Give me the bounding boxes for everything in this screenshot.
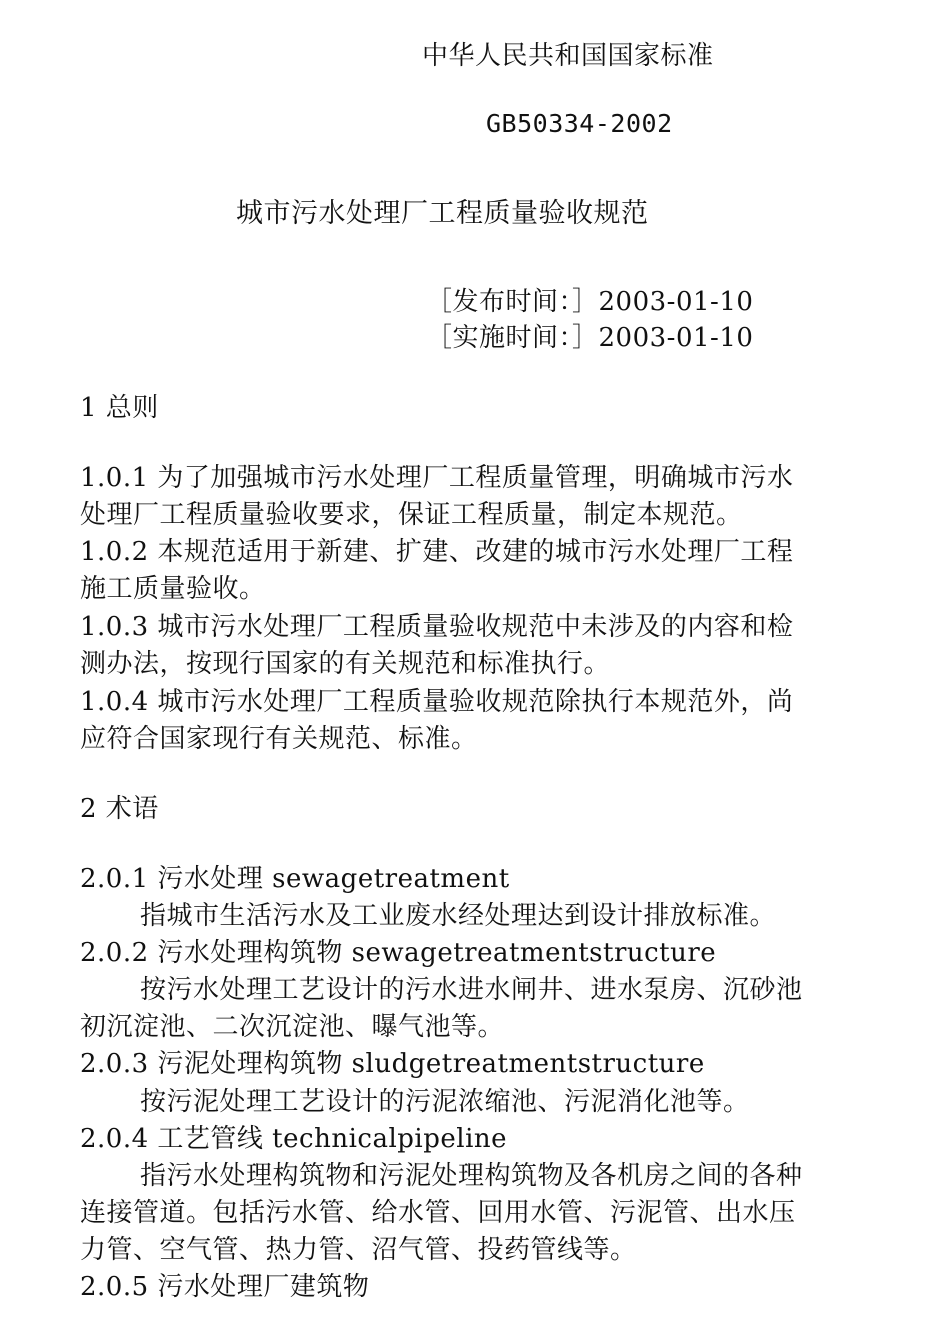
document-title: 城市污水处理厂工程质量验收规范 xyxy=(236,198,649,229)
term-line: 2.0.1 污水处理 sewagetreatment xyxy=(80,864,510,894)
term-definition: 按污泥处理工艺设计的污泥浓缩池、污泥消化池等。 xyxy=(140,1087,750,1117)
standard-code: GB50334-2002 xyxy=(486,109,673,138)
term-definition: 力管、空气管、热力管、沼气管、投药管线等。 xyxy=(80,1235,637,1265)
clause-line: 施工质量验收。 xyxy=(80,574,266,604)
clause-line: 处理厂工程质量验收要求，保证工程质量，制定本规范。 xyxy=(80,500,743,530)
effective-date: ［实施时间：］2003-01-10 xyxy=(426,323,754,353)
term-definition: 连接管道。包括污水管、给水管、回用水管、污泥管、出水压 xyxy=(80,1198,796,1228)
clause-line: 1.0.2 本规范适用于新建、扩建、改建的城市污水处理厂工程 xyxy=(80,537,794,567)
clause-line: 1.0.3 城市污水处理厂工程质量验收规范中未涉及的内容和检 xyxy=(80,612,794,642)
term-definition: 按污水处理工艺设计的污水进水闸井、进水泵房、沉砂池 xyxy=(140,975,803,1005)
section-heading-2: 2 术语 xyxy=(80,794,159,824)
clause-line: 1.0.1 为了加强城市污水处理厂工程质量管理，明确城市污水 xyxy=(80,463,794,493)
issue-date: ［发布时间：］2003-01-10 xyxy=(426,287,754,317)
term-definition: 指污水处理构筑物和污泥处理构筑物及各机房之间的各种 xyxy=(140,1161,803,1191)
term-definition: 初沉淀池、二次沉淀池、曝气池等。 xyxy=(80,1012,505,1042)
clause-line: 应符合国家现行有关规范、标准。 xyxy=(80,724,478,754)
term-definition: 指城市生活污水及工业废水经处理达到设计排放标准。 xyxy=(140,901,777,931)
term-line: 2.0.4 工艺管线 technicalpipeline xyxy=(80,1124,508,1154)
clause-line: 测办法，按现行国家的有关规范和标准执行。 xyxy=(80,649,611,679)
term-line: 2.0.3 污泥处理构筑物 sludgetreatmentstructure xyxy=(80,1049,705,1079)
term-line: 2.0.2 污水处理构筑物 sewagetreatmentstructure xyxy=(80,938,717,968)
standard-label: 中华人民共和国国家标准 xyxy=(422,41,714,71)
clause-line: 1.0.4 城市污水处理厂工程质量验收规范除执行本规范外，尚 xyxy=(80,687,794,717)
term-line: 2.0.5 污水处理厂建筑物 xyxy=(80,1272,370,1302)
section-heading-1: 1 总则 xyxy=(80,393,159,423)
